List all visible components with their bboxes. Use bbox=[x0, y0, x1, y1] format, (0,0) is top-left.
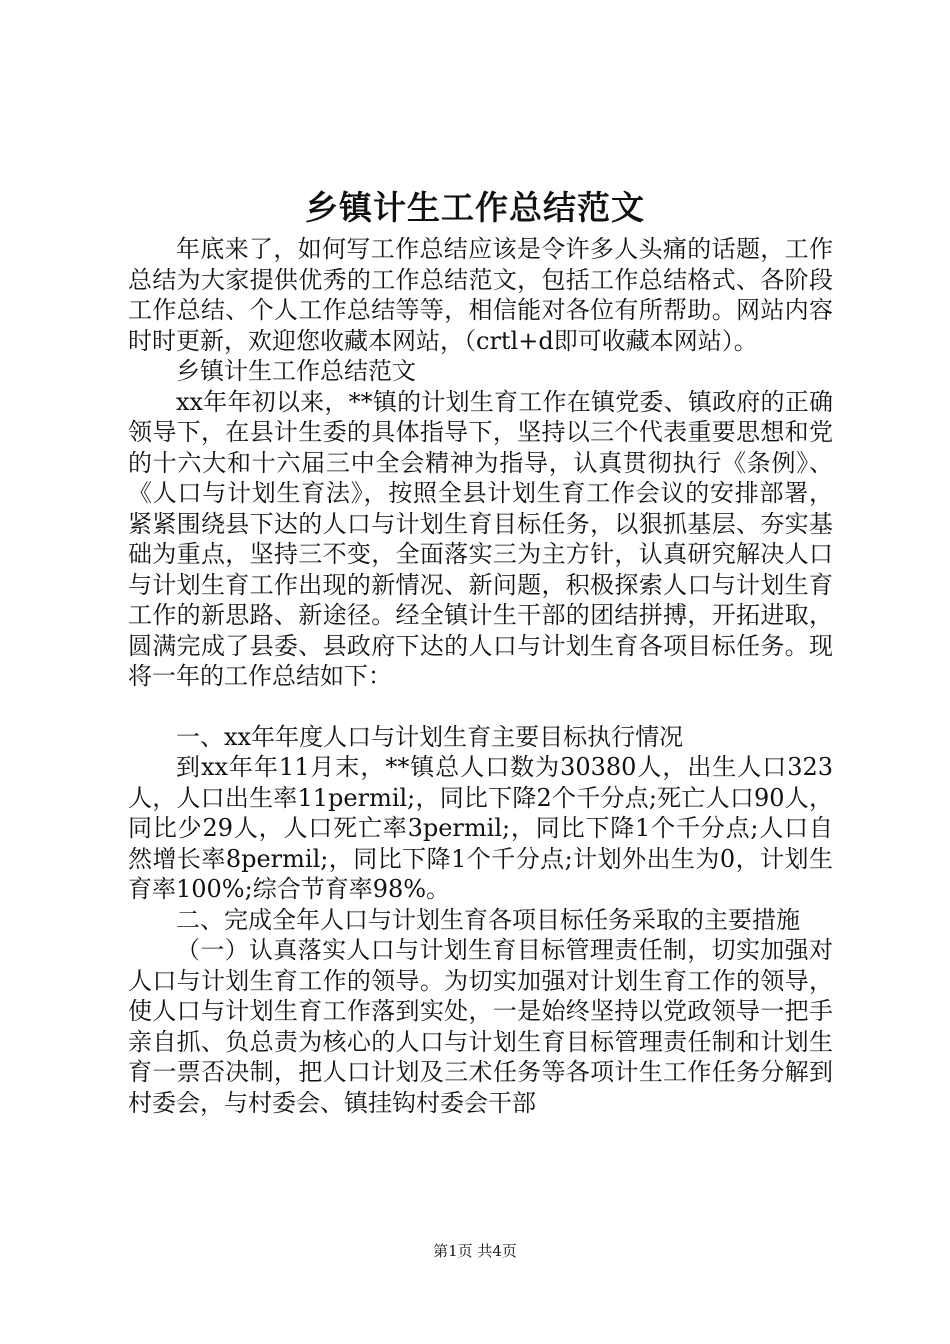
body-paragraph: （一）认真落实人口与计划生育目标管理责任制，切实加强对人口与计划生育工作的领导。为切实加强对计划生育工作的领导，使人口与计划生育工作落到实处，一是始终坚持以党政领导一把手亲自抓、负总责为核心的人口与计划生育目标管理责任制和计划生育一票否决制，把人口计划及三术任务等各项计生工作任务分解到村委会，与村委会、镇挂钩村委会干部 bbox=[128, 936, 833, 1117]
section-heading: 二、完成全年人口与计划生育各项目标任务采取的主要措施 bbox=[176, 905, 800, 934]
subtitle-line: 乡镇计生工作总结范文 bbox=[176, 357, 416, 385]
section-heading: 一、xx年年度人口与计划生育主要目标执行情况 bbox=[176, 722, 684, 751]
document-body bbox=[128, 234, 833, 1118]
body-paragraph: xx年年初以来，**镇的计划生育工作在镇党委、镇政府的正确领导下，在县计生委的具体指导下，坚持以三个代表重要思想和党的十六大和十六届三中全会精神为指导，认真贯彻执行《条例》、《人口与计划生育法》，按照全县计划生育工作会议的安排部署，紧紧围绕县下达的人口与计划生育目标任务，以狠抓基层、夯实基础为重点，坚持三不变，全面落实三为主方针，认真研究解决人口与计划生育工作出现的新情况、新问题，积极探索人口与计划生育工作的新思路、新途径。经全镇计生干部的团结拼搏，开拓进取，圆满完成了县委、县政府下达的人口与计划生育各项目标任务。现将一年的工作总结如下： bbox=[128, 387, 833, 690]
intro-paragraph: 年底来了，如何写工作总结应该是令许多人头痛的话题，工作总结为大家提供优秀的工作总结范文，包括工作总结格式、各阶段工作总结、个人工作总结等等，相信能对各位有所帮助。网站内容时时更新，欢迎您收藏本网站，（crtl+d即可收藏本网站）。 bbox=[128, 235, 833, 355]
document-title: 乡镇计生工作总结范文 bbox=[305, 188, 645, 227]
paragraph-spacer bbox=[128, 692, 833, 722]
page-footer: 第1页 共4页 bbox=[433, 1242, 517, 1260]
body-paragraph: 到xx年年11月末，**镇总人口数为30380人，出生人口323人，人口出生率11permil;，同比下降2个千分点;死亡人口90人，同比少29人，人口死亡率3permil;，同比下降1个千分点;人口自然增长率8permil;，同比下降1个千分点;计划外出生为0，计划生育率100%;综合节育率98%。 bbox=[128, 753, 833, 903]
